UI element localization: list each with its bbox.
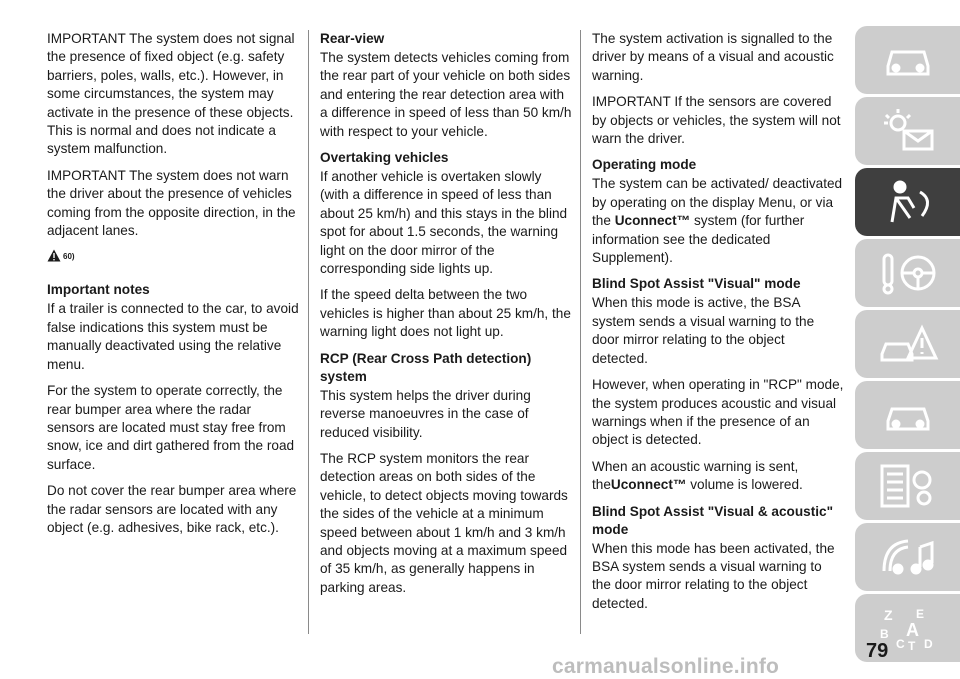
paragraph: If the speed delta between the two vehicles is higher than about 25 km/h, the warning light does not light up.	[320, 287, 571, 340]
paragraph: If another vehicle is overtaken slowly (with a difference in speed of less than about 25 km/h) and this stays in the blind spot for about 1.5 seconds, the warning light on the door mirror of the corresponding side lights up.	[320, 169, 568, 277]
paragraph: IMPORTANT The system does not warn the driver about the presence of vehicles coming from the opposite direction, in the adjacent lanes.	[47, 167, 296, 239]
car-breakdown-icon	[876, 320, 940, 368]
paragraph: The system activation is signalled to the driver by means of a visual and acoustic warning.	[592, 31, 834, 83]
section-heading: Important notes	[47, 282, 150, 298]
svg-text:C: C	[895, 637, 905, 651]
section-heading: RCP (Rear Cross Path detection) system	[320, 350, 532, 384]
column-middle	[320, 30, 572, 605]
svg-text:D: D	[923, 637, 933, 651]
paragraph: The system detects vehicles coming from the rear part of your vehicle on both sides and entering the rear detection area with a difference in speed of less than 50 km/h with respect to your vehicle.	[320, 50, 572, 139]
paragraph: The RCP system monitors the rear detection areas on both sides of the vehicle, to detect objects moving towards the sides of the vehicle at a minimum speed between about 1 km/h and 3 km/h and objects moving at a maximum speed of 35 km/h, as generally happens in parking areas.	[320, 450, 568, 595]
section-heading: Operating mode	[592, 157, 697, 173]
warning-triangle-icon	[47, 249, 61, 262]
section-heading: Blind Spot Assist "Visual & acoustic" mode	[592, 503, 834, 537]
column-right	[592, 30, 844, 621]
page-number: 79	[866, 640, 889, 662]
warning-lights-icon	[876, 107, 940, 155]
car-front-icon	[876, 36, 940, 84]
tab-breakdown[interactable]	[855, 310, 960, 378]
svg-text:Z: Z	[883, 607, 893, 623]
tab-car-front[interactable]	[855, 26, 960, 94]
watermark: carmanualsonline.info	[552, 655, 780, 678]
svg-text:T: T	[907, 639, 915, 652]
paragraph: For the system to operate correctly, the rear bumper area where the radar sensors are located must stay free from snow, ice and dirt gathered from the road surface.	[47, 383, 295, 472]
svg-text:A: A	[905, 620, 919, 640]
tab-warning-lights[interactable]	[855, 97, 960, 165]
tab-key-steering[interactable]	[855, 239, 960, 307]
paragraph: When an acoustic warning is sent, theUconnect™ volume is lowered.	[592, 458, 803, 493]
warning-ref-number: 60)	[63, 252, 75, 262]
warning-reference	[47, 248, 300, 278]
svg-text:E: E	[915, 607, 924, 621]
paragraph: Do not cover the rear bumper area where the radar sensors are located with any object (e.g. adhesives, bike rack, etc.).	[47, 483, 297, 535]
key-steering-wheel-icon	[876, 249, 940, 297]
paragraph: If a trailer is connected to the car, to avoid false indications this system must be manually deactivated using the relative menu.	[47, 301, 299, 372]
section-heading: Rear-view	[320, 31, 385, 46]
column-divider	[308, 30, 309, 634]
column-divider	[580, 30, 581, 634]
multimedia-icon	[876, 533, 940, 581]
paragraph: However, when operating in "RCP" mode, the system produces acoustic and visual warnings when if the presence of an object is detected.	[592, 377, 844, 448]
svg-text:B: B	[879, 627, 889, 641]
paragraph: IMPORTANT If the sensors are covered by objects or vehicles, the system will not warn the driver.	[592, 94, 841, 147]
specs-gear-icon	[876, 462, 940, 510]
paragraph: This system helps the driver during reverse manoeuvres in the case of reduced visibility.	[320, 387, 531, 440]
paragraph: When this mode is active, the BSA system sends a visual warning to the door mirror relating to the object detected.	[592, 295, 815, 366]
tab-specs[interactable]	[855, 452, 960, 520]
section-heading: Overtaking vehicles	[320, 150, 449, 166]
paragraph: IMPORTANT The system does not signal the presence of fixed object (e.g. safety barriers, poles, walls, etc.). However, in some circumstances, the system may activate in the presence of these objects. This is normal and does not indicate a system malfunction.	[47, 31, 295, 157]
column-left	[47, 30, 300, 545]
seatbelt-airbag-icon	[876, 178, 940, 226]
tab-service[interactable]	[855, 381, 960, 449]
section-heading: Blind Spot Assist "Visual" mode	[592, 276, 801, 292]
paragraph: When this mode has been activated, the BSA system sends a visual warning to the door mirror relating to the object detected.	[592, 540, 835, 611]
car-service-icon	[876, 391, 940, 439]
tab-multimedia[interactable]	[855, 523, 960, 591]
paragraph: The system can be activated/ deactivated by operating on the display Menu, or via the Uconnect™ system (for further information see the dedicated Supplement).	[592, 176, 843, 266]
tab-seatbelt-airbag[interactable]	[855, 168, 960, 236]
